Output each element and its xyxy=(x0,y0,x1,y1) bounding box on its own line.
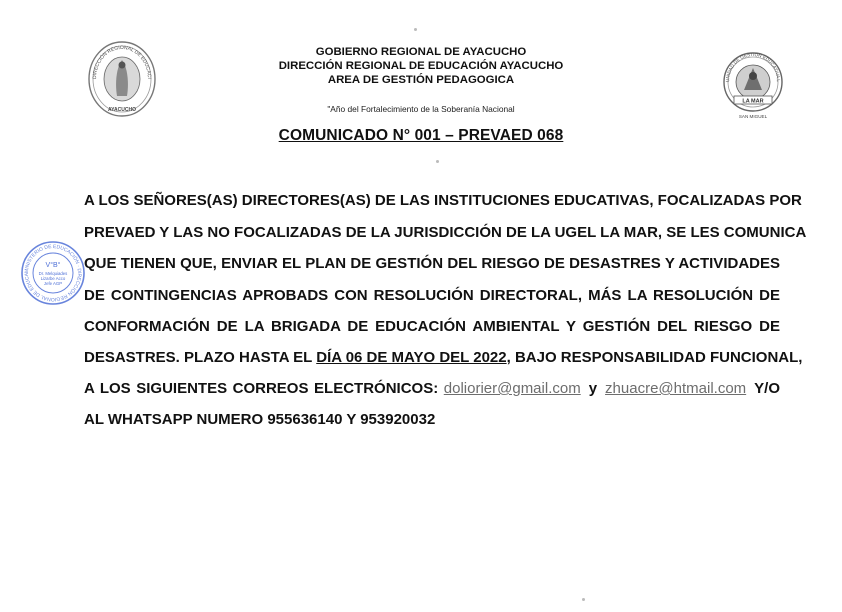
scan-speck xyxy=(582,598,585,601)
deadline-date: DÍA 06 DE MAYO DEL 2022 xyxy=(316,349,507,366)
scan-speck xyxy=(414,28,417,31)
stamp-name: Dr. Melquiades xyxy=(38,271,68,276)
body-line-5: CONFORMACIÓN DE LA BRIGADA DE EDUCACIÓN AMBIENTAL Y GESTIÓN DEL RIESGO DE xyxy=(84,318,780,335)
approval-stamp xyxy=(20,240,86,306)
year-motto: "Año del Fortalecimiento de la Soberanía Nacional xyxy=(327,104,515,114)
body-line-6-start: DESASTRES. PLAZO HASTA EL xyxy=(84,349,317,366)
seal-right-ring-text: UNIDAD DE GESTIÓN EDUCATIVA L xyxy=(724,51,782,83)
seal-right-banner-text: LA MAR xyxy=(742,98,764,105)
email-link-2[interactable]: zhuacre@htmail.com xyxy=(605,380,747,397)
stamp-role: Jefe AGP xyxy=(43,281,63,286)
body-line-2: PREVAED Y LAS NO FOCALIZADAS DE LA JURISDICCIÓN DE LA UGEL LA MAR, SE LES COMUNICA xyxy=(84,224,807,241)
body-line-4: DE CONTINGENCIAS APROBADS CON RESOLUCIÓN DIRECTORAL, MÁS LA RESOLUCIÓN DE xyxy=(84,287,780,304)
seal-right-bottom-text: SAN MIGUEL xyxy=(738,114,768,119)
body-line-3: QUE TIENEN QUE, ENVIAR EL PLAN DE GESTIÓN DEL RIESGO DE DESASTRES Y ACTIVIDADES xyxy=(84,255,780,272)
stamp-ring-text: MINISTERIO DE EDUCACIÓN · DIRECCIÓN REGIONAL DE EDUCA xyxy=(23,243,83,303)
seal-left-ring-text: DIRECCIÓN REGIONAL DE EDUCACI xyxy=(91,44,153,80)
stamp-graphic xyxy=(20,240,86,306)
body-line-1: A LOS SEÑORES(AS) DIRECTORES(AS) DE LAS INSTITUCIONES EDUCATIVAS, FOCALIZADAS POR xyxy=(84,192,802,209)
header-government: GOBIERNO REGIONAL DE AYACUCHO xyxy=(315,46,527,58)
stamp-name-2: Lizarbe Acco xyxy=(40,276,66,281)
body-line-6-end: , BAJO RESPONSABILIDAD FUNCIONAL, xyxy=(506,349,803,366)
body-line-8: AL WHATSAPP NUMERO 955636140 Y 953920032 xyxy=(84,411,436,428)
body-line-6 xyxy=(84,349,803,367)
document-title: COMUNICADO N° 001 – PREVAED 068 xyxy=(278,127,564,144)
header-area: AREA DE GESTIÓN PEDAGOGICA xyxy=(327,74,515,86)
seal-left-bottom-text: AYACUCHO xyxy=(108,107,136,113)
body-line-7 xyxy=(84,380,780,398)
conjunction-y: y xyxy=(588,380,598,397)
body-line-7-start: A LOS SIGUIENTES CORREOS ELECTRÓNICOS: xyxy=(84,380,444,397)
body-line-7-end: Y/O xyxy=(754,380,780,397)
scan-speck xyxy=(436,160,439,163)
header-direction: DIRECCIÓN REGIONAL DE EDUCACIÓN AYACUCHO xyxy=(278,60,564,72)
email-link-1[interactable]: doliorier@gmail.com xyxy=(443,380,581,397)
stamp-vb: V°B° xyxy=(45,262,61,269)
